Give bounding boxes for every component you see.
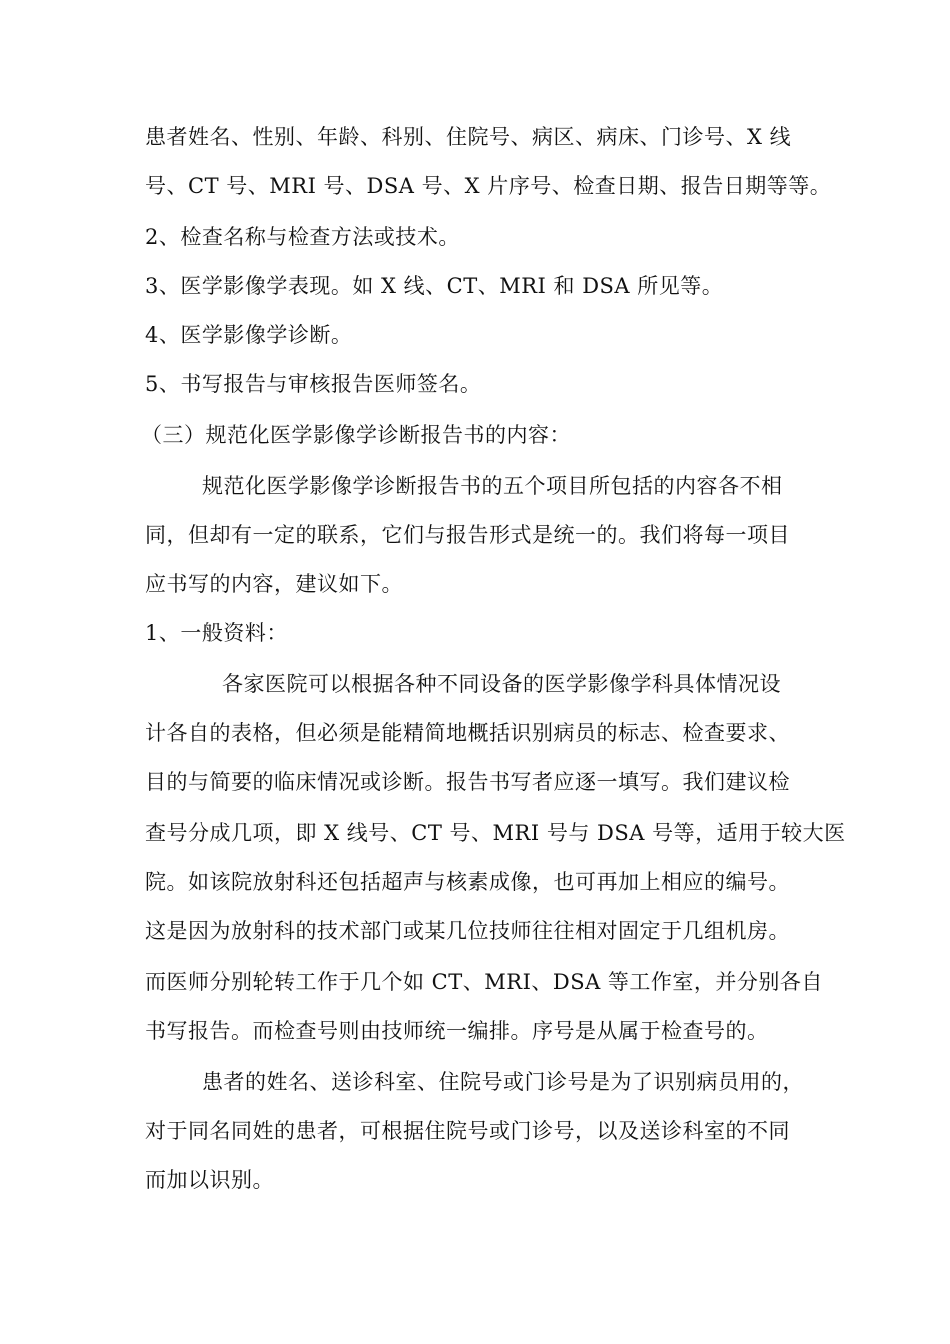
text-line: 查号分成几项，即 X 线号、CT 号、MRI 号与 DSA 号等，适用于较大医	[145, 821, 846, 845]
text-line: 同，但却有一定的联系，它们与报告形式是统一的。我们将每一项目	[145, 523, 790, 547]
text-line: 对于同名同姓的患者，可根据住院号或门诊号，以及送诊科室的不同	[145, 1119, 790, 1143]
text-line: 各家医院可以根据各种不同设备的医学影像学科具体情况设	[222, 672, 781, 696]
text-line: 规范化医学影像学诊断报告书的五个项目所包括的内容各不相	[202, 474, 783, 498]
list-item-2: 2、检查名称与检查方法或技术。	[145, 225, 460, 249]
text-line: 书写报告。而检查号则由技师统一编排。序号是从属于检查号的。	[145, 1019, 769, 1043]
text-line: 这是因为放射科的技术部门或某几位技师往往相对固定于几组机房。	[145, 919, 790, 943]
list-item-4: 4、医学影像学诊断。	[145, 323, 353, 347]
list-item-5: 5、书写报告与审核报告医师签名。	[145, 372, 482, 396]
list-item-3: 3、医学影像学表现。如 X 线、CT、MRI 和 DSA 所见等。	[145, 274, 724, 298]
text-line: 而医师分别轮转工作于几个如 CT、MRI、DSA 等工作室，并分别各自	[145, 970, 823, 994]
text-line: 计各自的表格，但必须是能精简地概括识别病员的标志、检查要求、	[145, 721, 790, 745]
subheading: 1、一般资料：	[145, 621, 288, 645]
text-line: 患者姓名、性别、年龄、科别、住院号、病区、病床、门诊号、X 线	[145, 125, 792, 149]
text-line: 而加以识别。	[145, 1168, 274, 1192]
text-line: 号、CT 号、MRI 号、DSA 号、X 片序号、检查日期、报告日期等等。	[145, 174, 832, 198]
text-line: 目的与简要的临床情况或诊断。报告书写者应逐一填写。我们建议检	[145, 770, 790, 794]
section-heading: （三）规范化医学影像学诊断报告书的内容：	[141, 423, 571, 447]
text-line: 院。如该院放射科还包括超声与核素成像，也可再加上相应的编号。	[145, 870, 790, 894]
text-line: 应书写的内容，建议如下。	[145, 572, 403, 596]
text-line: 患者的姓名、送诊科室、住院号或门诊号是为了识别病员用的，	[202, 1070, 804, 1094]
